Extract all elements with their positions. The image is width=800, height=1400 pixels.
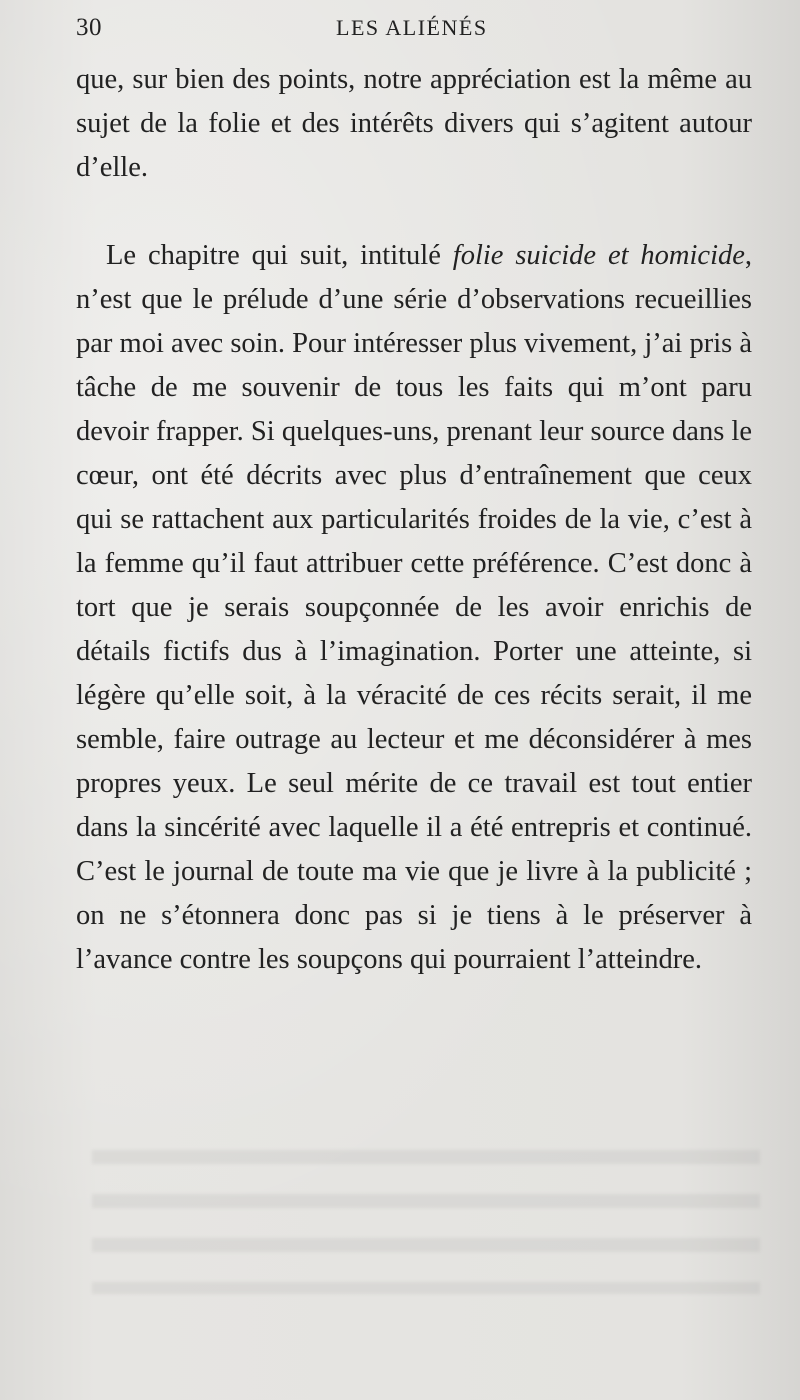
- paragraph-1: que, sur bien des points, notre appréciation est la même au sujet de la folie et des intérêts divers qui s’agitent autour d’elle.: [76, 64, 752, 183]
- paragraph-2-rest: , n’est que le prélude d’une série d’observations recueillies par moi avec soin. Pour intéresser plus vivement, j’ai pris à tâche de me souvenir de tous les faits qui m’ont paru devoir frapper. Si quelques-uns, prenant leur source dans le cœur, ont été décrits avec plus d’entraînement que ceux qui se rattachent aux particularités froides de la vie, c’est à la femme qu’il faut attribuer cette préférence. C’est donc à tort que je serais soupçonnée de les avoir enrichis de détails fictifs dus à l’imagination. Porter une atteinte, si légère qu’elle soit, à la véracité de ces récits serait, il me semble, faire outrage au lecteur et me déconsidérer à mes propres yeux. Le seul mérite de ce travail est tout entier dans la sincérité avec laquelle il a été entrepris et continué. C’est le journal de toute ma vie que je livre à la publicité ; on ne s’étonnera donc pas si je tiens à le préserver à l’avance contre les soupçons qui pourraient l’atteindre.: [76, 240, 753, 975]
- running-title: LES ALIÉNÉS: [336, 15, 488, 40]
- body-text: [76, 58, 752, 982]
- italic-chapter-title: folie suicide et homicide: [452, 240, 745, 271]
- page-header: [76, 14, 752, 54]
- paragraph-2-start: Le chapitre qui suit, intitulé: [106, 240, 453, 271]
- show-through-text: [92, 1124, 760, 1294]
- paragraph-2: [76, 234, 752, 982]
- page-number: 30: [76, 14, 102, 41]
